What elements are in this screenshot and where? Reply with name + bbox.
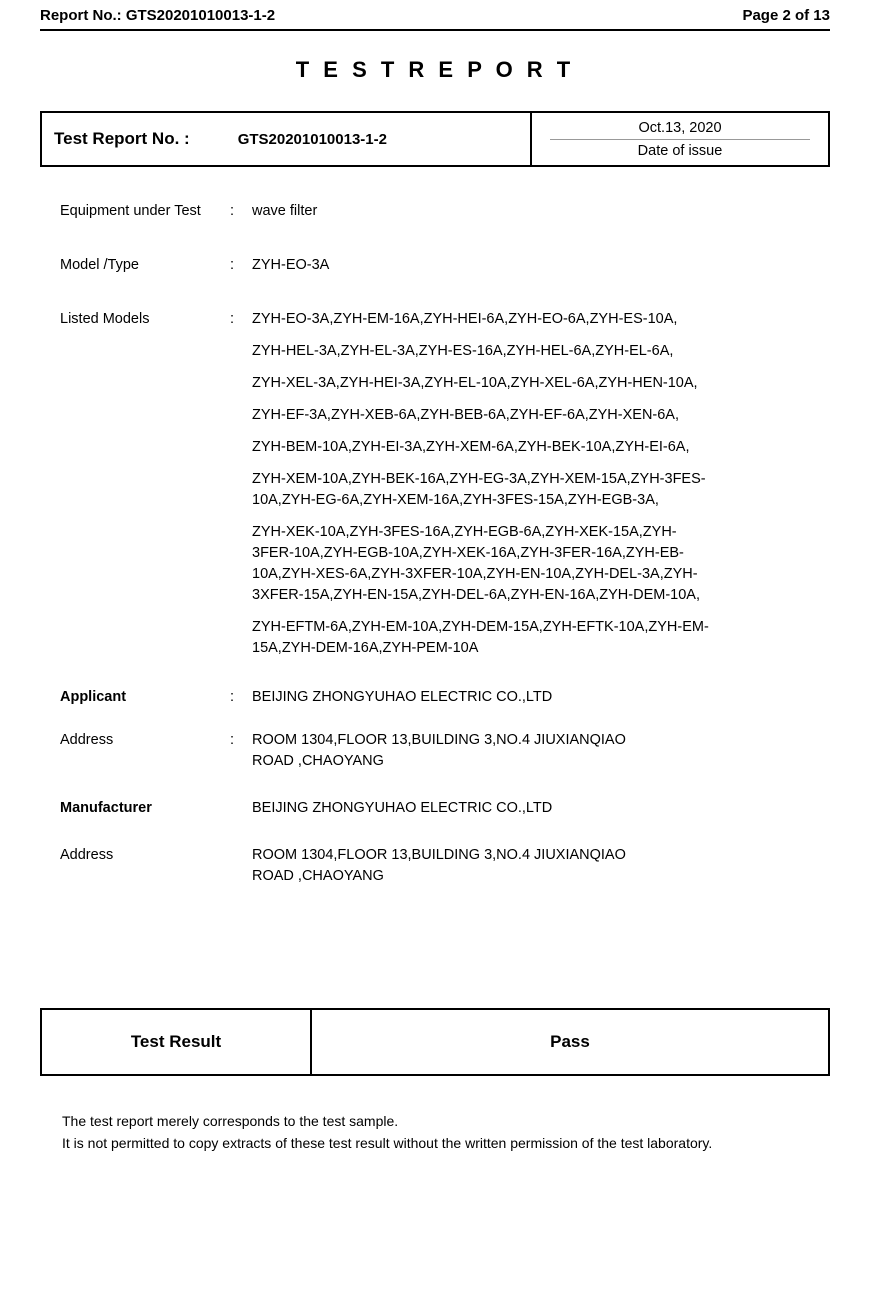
issue-date-value: Oct.13, 2020	[638, 119, 722, 136]
listed-models-line: ZYH-HEL-3A,ZYH-EL-3A,ZYH-ES-16A,ZYH-HEL-6A,ZYH-EL-6A,	[252, 343, 674, 360]
field-value-applicant-address	[252, 730, 830, 772]
header-report-number: Report No.: GTS20201010013-1-2	[40, 7, 276, 24]
listed-models-line: 10A,ZYH-XES-6A,ZYH-3XFER-10A,ZYH-EN-10A,ZYH-DEL-3A,ZYH-	[252, 566, 698, 583]
listed-models-line: ZYH-XEM-10A,ZYH-BEK-16A,ZYH-EG-3A,ZYH-XEM-15A,ZYH-3FES-	[252, 471, 706, 488]
field-value-model: ZYH-EO-3A	[252, 257, 330, 274]
report-number-cell	[42, 113, 532, 165]
field-label-model: Model /Type	[60, 257, 139, 274]
listed-models-line: 10A,ZYH-EG-6A,ZYH-XEM-16A,ZYH-3FES-15A,ZYH-EGB-3A,	[252, 492, 659, 509]
footer-notes	[62, 1111, 830, 1155]
page-header	[40, 0, 830, 24]
field-model-type	[60, 255, 830, 276]
page-title: T E S T R E P O R T	[295, 57, 575, 82]
field-colon-listed-models: :	[230, 311, 235, 328]
field-manufacturer-address	[60, 845, 830, 887]
listed-models-line: 3XFER-15A,ZYH-EN-15A,ZYH-DEL-6A,ZYH-EN-16A,ZYH-DEM-10A,	[252, 587, 700, 604]
listed-models-block	[252, 617, 830, 659]
field-label-applicant: Applicant	[60, 689, 127, 706]
field-colon-eut: :	[230, 203, 235, 219]
field-colon-manufacturer-address	[230, 845, 252, 887]
field-value-manufacturer-address	[252, 845, 830, 887]
field-value-eut: wave filter	[252, 203, 318, 219]
field-listed-models	[60, 309, 830, 659]
address-line: ROAD ,CHAOYANG	[252, 868, 384, 885]
field-list	[40, 201, 830, 887]
listed-models-line: 3FER-10A,ZYH-EGB-10A,ZYH-XEK-16A,ZYH-3FER-16A,ZYH-EB-	[252, 545, 684, 562]
field-value-listed-models	[252, 309, 830, 659]
field-value-applicant: BEIJING ZHONGYUHAO ELECTRIC CO.,LTD	[252, 689, 553, 706]
listed-models-line: ZYH-EO-3A,ZYH-EM-16A,ZYH-HEI-6A,ZYH-EO-6A,ZYH-ES-10A,	[252, 311, 678, 328]
footer-note-line-1: The test report merely corresponds to the test sample.	[62, 1113, 399, 1129]
footer-note-line-2: It is not permitted to copy extracts of these test result without the written permission of the test laboratory.	[62, 1135, 713, 1151]
field-colon-manufacturer	[230, 798, 252, 819]
issue-date-cell	[532, 113, 828, 165]
test-result-label: Test Result	[42, 1010, 312, 1074]
field-label-applicant-address: Address	[60, 732, 114, 749]
listed-models-block	[252, 522, 830, 606]
header-divider	[40, 29, 830, 31]
address-line: ROOM 1304,FLOOR 13,BUILDING 3,NO.4 JIUXIANQIAO	[252, 847, 626, 864]
report-number-label: Test Report No. :	[54, 129, 190, 148]
field-applicant	[60, 687, 830, 708]
listed-models-line: ZYH-EFTM-6A,ZYH-EM-10A,ZYH-DEM-15A,ZYH-EFTK-10A,ZYH-EM-	[252, 619, 709, 636]
report-number-value: GTS20201010013-1-2	[237, 130, 387, 148]
test-result-box	[40, 1008, 830, 1076]
field-value-manufacturer: BEIJING ZHONGYUHAO ELECTRIC CO.,LTD	[252, 800, 553, 817]
listed-models-line: ZYH-XEL-3A,ZYH-HEI-3A,ZYH-EL-10A,ZYH-XEL-6A,ZYH-HEN-10A,	[252, 375, 698, 392]
listed-models-line: ZYH-XEK-10A,ZYH-3FES-16A,ZYH-EGB-6A,ZYH-XEK-15A,ZYH-	[252, 524, 677, 541]
test-result-value: Pass	[550, 1032, 590, 1051]
field-label-listed-models: Listed Models	[60, 311, 150, 328]
address-line: ROAD ,CHAOYANG	[252, 753, 384, 770]
listed-models-line: ZYH-BEM-10A,ZYH-EI-3A,ZYH-XEM-6A,ZYH-BEK-10A,ZYH-EI-6A,	[252, 439, 690, 456]
field-colon-applicant-address: :	[230, 732, 235, 749]
field-manufacturer	[60, 798, 830, 819]
field-label-eut: Equipment under Test	[60, 203, 201, 219]
field-colon-model: :	[230, 257, 235, 274]
header-page-number: Page 2 of 13	[742, 7, 830, 24]
report-number-box	[40, 111, 830, 167]
field-equipment-under-test	[60, 201, 830, 222]
field-label-manufacturer-address: Address	[60, 847, 114, 864]
listed-models-line: ZYH-EF-3A,ZYH-XEB-6A,ZYH-BEB-6A,ZYH-EF-6A,ZYH-XEN-6A,	[252, 407, 680, 424]
field-colon-applicant: :	[230, 689, 235, 706]
field-applicant-address	[60, 730, 830, 772]
listed-models-line: 15A,ZYH-DEM-16A,ZYH-PEM-10A	[252, 640, 479, 657]
listed-models-block	[252, 469, 830, 511]
field-label-manufacturer: Manufacturer	[60, 800, 152, 817]
address-line: ROOM 1304,FLOOR 13,BUILDING 3,NO.4 JIUXIANQIAO	[252, 732, 626, 749]
issue-date-label: Date of issue	[637, 142, 723, 159]
